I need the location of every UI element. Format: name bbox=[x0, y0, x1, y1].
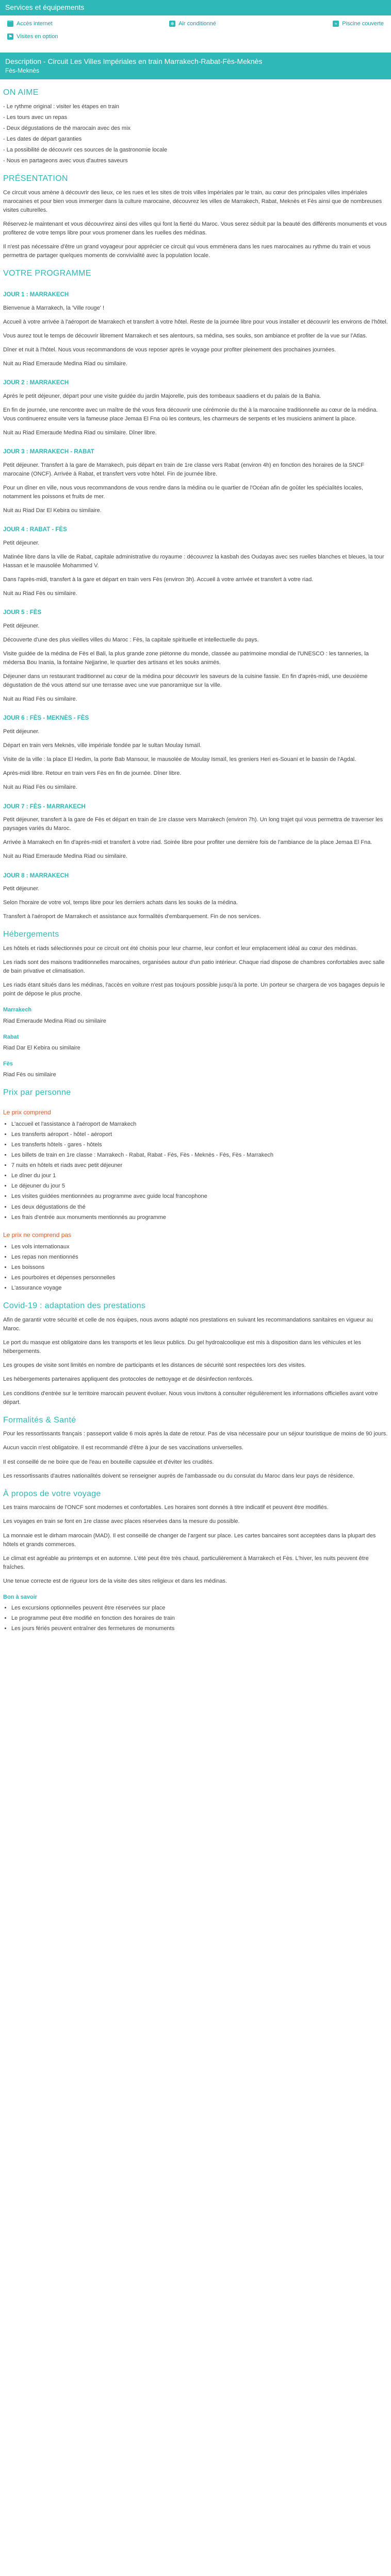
paragraph: Petit déjeuner. Transfert à la gare de Marrakech, puis départ en train de 1re classe vers Rabat (environ 4h) en fonction des horaires de la SNCF marocaine (ONCF). Arrivée à Rabat, et transfert vers votre hôtel. Fin de journée libre. bbox=[3, 462, 365, 478]
paragraph: Pour un dîner en ville, nous vous recommandons de vous rendre dans la médina ou le quartier de l'Océan afin de goûter les spécialités locales, notamment les poissons et fruits de mer. bbox=[3, 485, 363, 500]
formalites-title: Formalités & Santé bbox=[3, 1415, 76, 1425]
aime-title: ON AIME bbox=[3, 88, 39, 97]
paragraph: Afin de garantir votre sécurité et celle de nos équipes, nous avons adapté nos prestations en suivant les recommandations sanitaires en vigueur au Maroc. bbox=[3, 1317, 373, 1332]
map-marker-icon: ⚑ bbox=[8, 34, 13, 40]
list-item: • 7 nuits en hôtels et riads avec petit déjeuner bbox=[11, 1161, 388, 1170]
day-title: JOUR 5 : FÈS bbox=[3, 609, 42, 616]
paragraph: Déjeuner dans un restaurant traditionnel au cœur de la médina pour découvrir les saveurs de la cuisine fassie. En fin d'après-midi, une deuxième dégustation de thé vous attend sur une terrasse avec une vue panoramique sur la ville. bbox=[3, 673, 368, 689]
paragraph: Les riads étant situés dans les médinas, l'accès en voiture n'est pas toujours possible jusqu'à la porte. Un porteur se chargera de vos bagages depuis le point de dépose le plus proche. bbox=[3, 982, 385, 997]
list-item: • L'assurance voyage bbox=[11, 1284, 388, 1293]
paragraph: Visite de la ville : la place El Hedim, la porte Bab Mansour, le mausolée de Moulay Ismaïl, les greniers Heri es-Souani et le bassin de l'Agdal. bbox=[3, 756, 356, 763]
paragraph: Les riads sont des maisons traditionnelles marocaines, organisées autour d'un patio intérieur. Chaque riad dispose de chambres confortables avec salle de bain privative et climatisation. bbox=[3, 959, 385, 975]
paragraph: En fin de journée, une rencontre avec un maître de thé vous fera découvrir une cérémonie du thé à la marocaine traditionnelle au cœur de la médina. Vous continuerez ensuite vers la fameuse place Jemaa El Fna où les conteurs, les charmeurs de serpents et les musiciens animent la place. bbox=[3, 407, 378, 422]
day-title: JOUR 3 : MARRAKECH - RABAT bbox=[3, 449, 94, 455]
day-title: JOUR 2 : MARRAKECH bbox=[3, 380, 69, 386]
circuit-title-banner bbox=[0, 53, 391, 79]
paragraph: Petit déjeuner. bbox=[3, 540, 40, 547]
paragraph: Nuit au Riad Emeraude Medina Riad ou similaire. Dîner libre. bbox=[3, 430, 157, 436]
circuit-title: Description - Circuit Les Villes Impériales en train Marrakech-Rabat-Fès-Meknès bbox=[5, 57, 263, 65]
paragraph: Dîner et nuit à l'hôtel. Nous vous recommandons de vous reposer après le voyage pour profiter pleinement des prochaines journées. bbox=[3, 347, 336, 353]
services-row-2 bbox=[0, 32, 391, 45]
prix-excludes-title: Le prix ne comprend pas bbox=[3, 1231, 72, 1239]
circuit-subtitle: Fès-Meknès bbox=[5, 67, 40, 75]
list-item: • Les billets de train en 1re classe : Marrakech - Rabat, Rabat - Fès, Fès - Meknès - Fès, Fès - Marrakech bbox=[11, 1151, 388, 1160]
hotel-rabat bbox=[3, 1033, 388, 1053]
paragraph: Les trains marocains de l'ONCF sont modernes et confortables. Les horaires sont donnés à titre indicatif et peuvent être modifiés. bbox=[3, 1504, 329, 1511]
apropos-list bbox=[3, 1604, 388, 1633]
paragraph: Ce circuit vous amène à découvrir des lieux, ce les rues et les sites de trois villes impériales par le train, au cœur des principales villes impériales marocaines et pour bien vous immerger dans la culture marocaine, découvrez les villes de Marrakech, Rabat, Meknès et Fès ainsi que de nombreuses visites culturelles. bbox=[3, 190, 382, 214]
day-title: JOUR 7 : FÈS - MARRAKECH bbox=[3, 803, 86, 810]
hotel-marrakech bbox=[3, 1006, 388, 1025]
day-title: JOUR 8 : MARRAKECH bbox=[3, 872, 69, 879]
paragraph: Petit déjeuner. bbox=[3, 623, 40, 630]
presentation-title: PRÉSENTATION bbox=[3, 174, 68, 183]
paragraph: Petit déjeuner, transfert à la gare de Fès et départ en train de 1re classe vers Marrakech (environ 7h). Un long trajet qui vous permettra de traverser les paysages variés du Maroc. bbox=[3, 817, 383, 832]
hotel-name: Riad Fès ou similaire bbox=[3, 1071, 56, 1078]
day-3 bbox=[3, 448, 388, 515]
day-7 bbox=[3, 803, 388, 861]
list-item: • Les excursions optionnelles peuvent être réservées sur place bbox=[11, 1604, 388, 1613]
paragraph: Les hôtels et riads sélectionnés pour ce circuit ont été choisis pour leur charme, leur confort et leur emplacement idéal au cœur des médinas. bbox=[3, 945, 358, 952]
prix-includes-title: Le prix comprend bbox=[3, 1108, 51, 1116]
list-item: • Le programme peut être modifié en fonction des horaires de train bbox=[11, 1614, 388, 1623]
hotel-city: Marrakech bbox=[3, 1007, 32, 1013]
hotel-city: Fès bbox=[3, 1060, 13, 1067]
list-item: • Les transferts aéroport - hôtel - aéroport bbox=[11, 1130, 388, 1139]
paragraph: Il n'est pas nécessaire d'être un grand voyageur pour apprécier ce circuit qui vous emmènera dans les rues marocaines au rythme du train et vous permettra de partager quelques moments de convivialité avec la population locale. bbox=[3, 244, 371, 259]
hotel-fes bbox=[3, 1060, 388, 1079]
paragraph: Une tenue correcte est de rigueur lors de la visite des sites religieux et dans les médinas. bbox=[3, 1578, 227, 1584]
aime-list bbox=[3, 103, 388, 165]
apropos-list-title: Bon à savoir bbox=[3, 1594, 38, 1600]
paragraph: Les conditions d'entrée sur le territoire marocain peuvent évoluer. Nous vous invitons à consulter régulièrement les informations officielles avant votre départ. bbox=[3, 1390, 378, 1405]
paragraph: Visite guidée de la médina de Fès el Bali, la plus grande zone piétonne du monde, classée au patrimoine mondial de l'UNESCO : les tanneries, la médersa Bou Inania, la fontaine Nejjarine, le quartier des artisans et les souks animés. bbox=[3, 651, 369, 666]
paragraph: Les ressortissants d'autres nationalités doivent se renseigner auprès de l'ambassade ou du consulat du Maroc dans leur pays de résidence. bbox=[3, 1472, 355, 1479]
paragraph: Les groupes de visite sont limités en nombre de participants et les distances de sécurité sont respectées lors des visites. bbox=[3, 1362, 306, 1369]
paragraph: Aucun vaccin n'est obligatoire. Il est recommandé d'être à jour de ses vaccinations universelles. bbox=[3, 1445, 243, 1451]
list-item: • Les transferts hôtels - gares - hôtels bbox=[11, 1141, 388, 1149]
list-item: - Les tours avec un repas bbox=[3, 113, 388, 122]
paragraph: Découverte d'une des plus vieilles villes du Maroc : Fès, la capitale spirituelle et intellectuelle du pays. bbox=[3, 637, 259, 643]
hotel-city: Rabat bbox=[3, 1033, 19, 1040]
list-item: • Les jours fériés peuvent entraîner des fermetures de monuments bbox=[11, 1624, 388, 1633]
list-item: • Les pourboires et dépenses personnelles bbox=[11, 1274, 388, 1282]
prix-includes-list bbox=[3, 1120, 388, 1222]
paragraph: Les voyages en train se font en 1re classe avec places réservées dans la mesure du possible. bbox=[3, 1518, 240, 1525]
hotel-name: Riad Emeraude Medina Riad ou similaire bbox=[3, 1018, 106, 1024]
service-label: Air conditionné bbox=[178, 20, 216, 27]
list-item: - La possibilité de découvrir ces sources de la gastronomie locale bbox=[3, 146, 388, 155]
service-pool bbox=[333, 20, 384, 28]
apropos-title: À propos de votre voyage bbox=[3, 1489, 101, 1498]
service-visits bbox=[7, 32, 58, 41]
covid-title: Covid-19 : adaptation des prestations bbox=[3, 1301, 146, 1311]
hotels-title: Hébergements bbox=[3, 930, 59, 939]
paragraph: Le climat est agréable au printemps et en automne. L'été peut être très chaud, particulièrement à Marrakech et Fès. L'hiver, les nuits peuvent être fraîches. bbox=[3, 1555, 369, 1570]
paragraph: Nuit au Riad Emeraude Medina Riad ou similaire. bbox=[3, 853, 127, 860]
paragraph: Dans l'après-midi, transfert à la gare et départ en train vers Fès (environ 3h). Accueil à votre arrivée et transfert à votre riad. bbox=[3, 577, 314, 583]
list-item: • Le déjeuner du jour 5 bbox=[11, 1182, 388, 1191]
paragraph: Accueil à votre arrivée à l'aéroport de Marrakech et transfert à votre hôtel. Reste de la journée libre pour vous installer et découvrir les environs de l'hôtel. bbox=[3, 319, 388, 326]
day-title: JOUR 4 : RABAT - FÈS bbox=[3, 527, 67, 533]
list-item: - Nous en partageons avec vous d'autres saveurs bbox=[3, 157, 388, 165]
day-title: JOUR 1 : MARRAKECH bbox=[3, 292, 69, 298]
list-item: • Le dîner du jour 1 bbox=[11, 1172, 388, 1180]
list-item: - Deux dégustations de thé marocain avec des mix bbox=[3, 124, 388, 133]
day-2 bbox=[3, 379, 388, 437]
paragraph: Bienvenue à Marrakech, la 'Ville rouge' ! bbox=[3, 304, 104, 311]
list-item: • Les visites guidées mentionnées au programme avec guide local francophone bbox=[11, 1192, 388, 1201]
day-1 bbox=[3, 291, 388, 368]
pool-icon: ≈ bbox=[333, 21, 339, 27]
paragraph: Arrivée à Marrakech en fin d'après-midi et transfert à votre riad. Soirée libre pour profiter une dernière fois de l'ambiance de la place Jemaa El Fna. bbox=[3, 839, 372, 846]
prix-title: Prix par personne bbox=[3, 1088, 71, 1097]
paragraph: Réservez-le maintenant et vous découvrirez ainsi des villes qui font la fierté du Maroc. Vous serez séduit par la beauté des différents monuments et vous profiterez de votre temps libre pour vous promener dans les ruelles des médinas. bbox=[3, 221, 387, 236]
paragraph: Après le petit déjeuner, départ pour une visite guidée du jardin Majorelle, puis des tombeaux saadiens et du palais de la Bahia. bbox=[3, 393, 321, 400]
paragraph: Départ en train vers Meknès, ville impériale fondée par le sultan Moulay Ismaïl. bbox=[3, 742, 202, 749]
services-row bbox=[0, 15, 391, 32]
paragraph: La monnaie est le dirham marocain (MAD). Il est conseillé de changer de l'argent sur place. Les cartes bancaires sont acceptées dans la plupart des hôtels et grands commerces. bbox=[3, 1532, 376, 1548]
paragraph: Matinée libre dans la ville de Rabat, capitale administrative du royaume : découvrez la kasbah des Oudayas avec ses ruelles blanches et bleues, la tour Hassan et le mausolée Mohammed V. bbox=[3, 554, 384, 569]
spacer bbox=[3, 1638, 388, 1641]
content bbox=[0, 87, 391, 1641]
day-title: JOUR 6 : FÈS - MEKNÈS - FÈS bbox=[3, 715, 89, 722]
list-item: • Les vols internationaux bbox=[11, 1243, 388, 1251]
day-6 bbox=[3, 714, 388, 792]
snowflake-icon: ❄ bbox=[169, 21, 175, 27]
paragraph: Le port du masque est obligatoire dans les transports et les lieux publics. Du gel hydroalcoolique est mis à disposition dans les véhicules et les hébergements. bbox=[3, 1340, 361, 1355]
paragraph: Transfert à l'aéroport de Marrakech et assistance aux formalités d'embarquement. Fin de nos services. bbox=[3, 913, 261, 920]
service-internet bbox=[7, 20, 53, 28]
paragraph: Nuit au Riad Emeraude Medina Riad ou similaire. bbox=[3, 361, 127, 367]
paragraph: Petit déjeuner. bbox=[3, 886, 40, 892]
paragraph: Il est conseillé de ne boire que de l'eau en bouteille capsulée et d'éviter les crudités. bbox=[3, 1459, 214, 1465]
list-item: - Le rythme original : visiter les étapes en train bbox=[3, 103, 388, 111]
day-4 bbox=[3, 526, 388, 598]
day-8 bbox=[3, 872, 388, 922]
paragraph: Nuit au Riad Fès ou similaire. bbox=[3, 784, 77, 791]
service-label: Accès internet bbox=[17, 20, 53, 27]
paragraph: Les hébergements partenaires appliquent des protocoles de nettoyage et de désinfection renforcés. bbox=[3, 1376, 254, 1383]
wifi-icon: ⌒ bbox=[8, 21, 13, 27]
prix-excludes-list bbox=[3, 1243, 388, 1293]
list-item: • Les deux dégustations de thé bbox=[11, 1203, 388, 1212]
day-5 bbox=[3, 608, 388, 704]
paragraph: Après-midi libre. Retour en train vers Fès en fin de journée. Dîner libre. bbox=[3, 770, 182, 777]
paragraph: Petit déjeuner. bbox=[3, 728, 40, 735]
paragraph: Vous aurez tout le temps de découvrir librement Marrakech et ses alentours, sa médina, ses souks, son ambiance et profiter de la vue sur l'Atlas. bbox=[3, 333, 367, 340]
service-ac bbox=[169, 20, 216, 28]
paragraph: Nuit au Riad Fès ou similaire. bbox=[3, 696, 77, 703]
list-item: • Les boissons bbox=[11, 1263, 388, 1272]
list-item: - Les dates de départ garanties bbox=[3, 135, 388, 144]
paragraph: Pour les ressortissants français : passeport valide 6 mois après la date de retour. Pas de visa nécessaire pour un séjour touristique de moins de 90 jours. bbox=[3, 1431, 388, 1437]
service-label: Visites en option bbox=[17, 33, 58, 40]
programme-title: VOTRE PROGRAMME bbox=[3, 269, 91, 278]
services-header: Services et équipements bbox=[0, 0, 391, 15]
paragraph: Nuit au Riad Dar El Kebira ou similaire. bbox=[3, 507, 102, 514]
paragraph: Selon l'horaire de votre vol, temps libre pour les derniers achats dans les souks de la médina. bbox=[3, 900, 238, 906]
list-item: • Les frais d'entrée aux monuments mentionnés au programme bbox=[11, 1213, 388, 1222]
service-label: Piscine couverte bbox=[342, 20, 384, 27]
paragraph: Nuit au Riad Fès ou similaire. bbox=[3, 590, 77, 597]
list-item: • Les repas non mentionnés bbox=[11, 1253, 388, 1262]
hotel-name: Riad Dar El Kebira ou similaire bbox=[3, 1044, 80, 1051]
list-item: • L'accueil et l'assistance à l'aéroport de Marrakech bbox=[11, 1120, 388, 1129]
